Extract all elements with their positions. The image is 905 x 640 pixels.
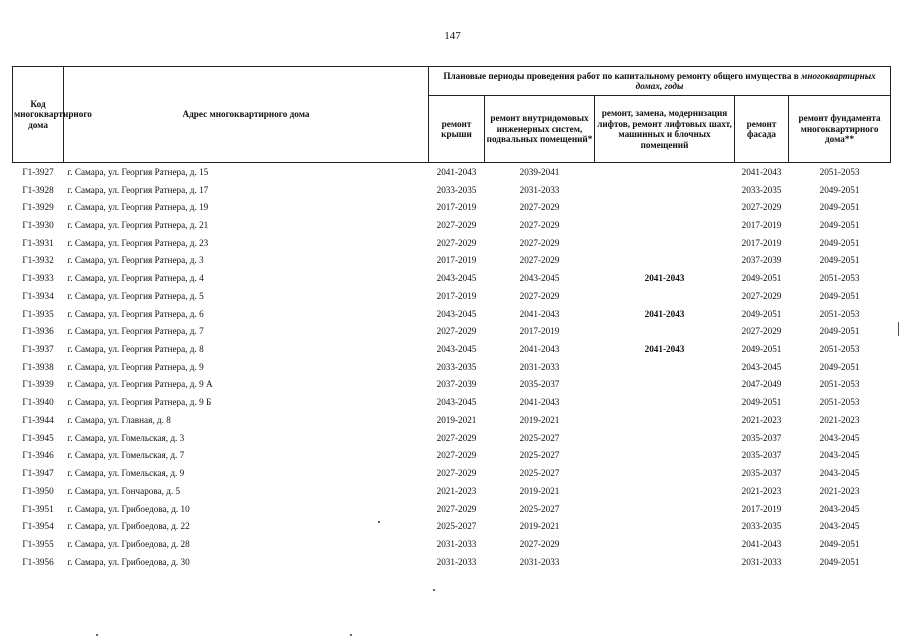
cell-foundation: 2021-2023: [819, 414, 860, 425]
cell-foundation: 2049-2051: [819, 202, 860, 213]
cell-lifts: [595, 376, 735, 394]
header-roof: ремонт крыши: [429, 96, 485, 163]
cell-facade: 2049-2051: [741, 308, 782, 319]
cell-lifts: [595, 517, 735, 535]
table-row: [13, 198, 891, 216]
table-row: [13, 411, 891, 429]
cell-foundation: 2043-2045: [819, 432, 860, 443]
cell-code: Г1-3944: [22, 414, 54, 425]
cell-lifts: [595, 500, 735, 518]
cell-roof: 2043-2045: [436, 397, 477, 408]
cell-roof: 2017-2019: [436, 255, 477, 266]
cell-roof: 2043-2045: [436, 344, 477, 355]
cell-facade: 2021-2023: [741, 485, 782, 496]
cell-foundation: 2043-2045: [819, 450, 860, 461]
cell-foundation: 2051-2053: [819, 379, 860, 390]
table-row: [13, 535, 891, 553]
cell-address: г. Самара, ул. Гончарова, д. 5: [67, 485, 181, 496]
cell-systems: 2025-2027: [519, 468, 560, 479]
cell-code: Г1-3936: [22, 326, 54, 337]
cell-code: Г1-3933: [22, 273, 54, 284]
cell-code: Г1-3934: [22, 290, 54, 301]
table-row: [13, 553, 891, 571]
cell-code: Г1-3929: [22, 202, 54, 213]
cell-facade: 2027-2029: [741, 290, 782, 301]
table-row: [13, 376, 891, 394]
cell-roof: 2027-2029: [436, 326, 477, 337]
cell-systems: 2035-2037: [519, 379, 560, 390]
cell-facade: 2043-2045: [741, 361, 782, 372]
cell-foundation: 2051-2053: [819, 166, 860, 177]
cell-systems: 2019-2021: [519, 485, 560, 496]
cell-systems: 2041-2043: [519, 344, 560, 355]
table-row: [13, 234, 891, 252]
cell-lifts: [595, 198, 735, 216]
header-address: Адрес многоквартирного дома: [64, 67, 429, 163]
table-row: [13, 500, 891, 518]
cell-lifts: [595, 411, 735, 429]
cell-systems: 2027-2029: [519, 220, 560, 231]
cell-lifts: [595, 429, 735, 447]
cell-address: г. Самара, ул. Гомельская, д. 7: [67, 450, 185, 461]
cell-roof: 2033-2035: [436, 361, 477, 372]
cell-address: г. Самара, ул. Георгия Ратнера, д. 19: [67, 202, 209, 213]
header-group-title: [429, 67, 891, 96]
cell-roof: 2017-2019: [436, 202, 477, 213]
cell-code: Г1-3937: [22, 344, 54, 355]
table-row: [13, 163, 891, 181]
cell-roof: 2027-2029: [436, 468, 477, 479]
cell-foundation: 2049-2051: [819, 290, 860, 301]
cell-lifts: [595, 482, 735, 500]
cell-address: г. Самара, ул. Георгия Ратнера, д. 9 Б: [67, 397, 212, 408]
cell-code: Г1-3928: [22, 184, 54, 195]
scan-speck: [378, 521, 380, 523]
cell-facade: 2017-2019: [741, 237, 782, 248]
cell-address: г. Самара, ул. Георгия Ратнера, д. 17: [67, 184, 209, 195]
cell-systems: 2027-2029: [519, 237, 560, 248]
cell-lifts: 2041-2043: [644, 308, 685, 319]
cell-code: Г1-3954: [22, 521, 54, 532]
cell-facade: 2037-2039: [741, 255, 782, 266]
cell-systems: 2027-2029: [519, 538, 560, 549]
cell-code: Г1-3945: [22, 432, 54, 443]
cell-address: г. Самара, ул. Гомельская, д. 9: [67, 468, 185, 479]
scan-edge-mark: [898, 322, 899, 336]
cell-lifts: [595, 553, 735, 571]
cell-roof: 2031-2033: [436, 538, 477, 549]
cell-address: г. Самара, ул. Грибоедова, д. 10: [67, 503, 190, 514]
table-row: [13, 429, 891, 447]
cell-facade: 2041-2043: [741, 166, 782, 177]
cell-code: Г1-3931: [22, 237, 54, 248]
cell-facade: 2049-2051: [741, 273, 782, 284]
cell-code: Г1-3939: [22, 379, 54, 390]
cell-foundation: 2049-2051: [819, 326, 860, 337]
header-group-title-main: Плановые периоды проведения работ по капитальному ремонту общего имущества в: [443, 70, 799, 81]
cell-facade: 2033-2035: [741, 184, 782, 195]
cell-facade: 2033-2035: [741, 521, 782, 532]
cell-systems: 2039-2041: [519, 166, 560, 177]
cell-code: Г1-3938: [22, 361, 54, 372]
cell-facade: 2035-2037: [741, 450, 782, 461]
cell-code: Г1-3927: [22, 166, 54, 177]
cell-roof: 2043-2045: [436, 308, 477, 319]
cell-roof: 2025-2027: [436, 521, 477, 532]
cell-code: Г1-3947: [22, 468, 54, 479]
cell-facade: 2041-2043: [741, 538, 782, 549]
cell-foundation: 2049-2051: [819, 255, 860, 266]
header-systems: ремонт внутридомовых инженерных систем, подвальных помещений*: [485, 96, 595, 163]
cell-facade: 2017-2019: [741, 220, 782, 231]
cell-foundation: 2049-2051: [819, 184, 860, 195]
cell-systems: 2017-2019: [519, 326, 560, 337]
cell-facade: 2035-2037: [741, 468, 782, 479]
cell-facade: 2035-2037: [741, 432, 782, 443]
table-row: [13, 393, 891, 411]
cell-lifts: [595, 163, 735, 181]
cell-address: г. Самара, ул. Георгия Ратнера, д. 3: [67, 255, 204, 266]
cell-facade: 2047-2049: [741, 379, 782, 390]
cell-lifts: [595, 393, 735, 411]
cell-foundation: 2051-2053: [819, 273, 860, 284]
cell-lifts: [595, 358, 735, 376]
cell-systems: 2031-2033: [519, 556, 560, 567]
cell-roof: 2019-2021: [436, 414, 477, 425]
cell-roof: 2017-2019: [436, 290, 477, 301]
cell-address: г. Самара, ул. Георгия Ратнера, д. 4: [67, 273, 204, 284]
header-code: Код многоквартирного дома: [13, 67, 64, 163]
cell-foundation: 2051-2053: [819, 308, 860, 319]
cell-address: г. Самара, ул. Георгия Ратнера, д. 7: [67, 326, 204, 337]
cell-lifts: [595, 216, 735, 234]
cell-facade: 2031-2033: [741, 556, 782, 567]
cell-systems: 2043-2045: [519, 273, 560, 284]
cell-address: г. Самара, ул. Георгия Ратнера, д. 9 А: [67, 379, 213, 390]
cell-foundation: 2043-2045: [819, 468, 860, 479]
cell-facade: 2021-2023: [741, 414, 782, 425]
cell-code: Г1-3946: [22, 450, 54, 461]
cell-foundation: 2049-2051: [819, 237, 860, 248]
cell-lifts: [595, 234, 735, 252]
cell-facade: 2017-2019: [741, 503, 782, 514]
cell-roof: 2041-2043: [436, 166, 477, 177]
cell-roof: 2037-2039: [436, 379, 477, 390]
cell-code: Г1-3950: [22, 485, 54, 496]
cell-foundation: 2043-2045: [819, 503, 860, 514]
page-number: 147: [444, 30, 461, 42]
cell-roof: 2027-2029: [436, 450, 477, 461]
table-row: [13, 305, 891, 323]
table-row: [13, 517, 891, 535]
cell-lifts: [595, 535, 735, 553]
cell-systems: 2031-2033: [519, 361, 560, 372]
cell-systems: 2025-2027: [519, 503, 560, 514]
cell-foundation: 2049-2051: [819, 556, 860, 567]
cell-systems: 2027-2029: [519, 202, 560, 213]
cell-foundation: 2043-2045: [819, 521, 860, 532]
cell-systems: 2025-2027: [519, 450, 560, 461]
cell-address: г. Самара, ул. Грибоедова, д. 28: [67, 538, 190, 549]
cell-code: Г1-3935: [22, 308, 54, 319]
cell-roof: 2027-2029: [436, 432, 477, 443]
scan-speck: [96, 634, 98, 636]
cell-systems: 2025-2027: [519, 432, 560, 443]
table-row: [13, 287, 891, 305]
table-row: [13, 340, 891, 358]
scan-speck: [433, 589, 435, 591]
cell-foundation: 2049-2051: [819, 220, 860, 231]
table-header: [13, 67, 891, 163]
cell-address: г. Самара, ул. Георгия Ратнера, д. 23: [67, 237, 209, 248]
cell-facade: 2027-2029: [741, 202, 782, 213]
cell-foundation: 2051-2053: [819, 397, 860, 408]
cell-address: г. Самара, ул. Главная, д. 8: [67, 414, 171, 425]
cell-code: Г1-3955: [22, 538, 54, 549]
cell-address: г. Самара, ул. Грибоедова, д. 30: [67, 556, 190, 567]
table-row: [13, 447, 891, 465]
cell-facade: 2049-2051: [741, 344, 782, 355]
scan-speck: [350, 634, 352, 636]
cell-address: г. Самара, ул. Георгия Ратнера, д. 9: [67, 361, 204, 372]
cell-lifts: 2041-2043: [644, 273, 685, 284]
cell-code: Г1-3932: [22, 255, 54, 266]
cell-code: Г1-3951: [22, 503, 54, 514]
capital-repair-table: [12, 66, 891, 571]
cell-foundation: 2049-2051: [819, 361, 860, 372]
cell-lifts: [595, 322, 735, 340]
cell-systems: 2041-2043: [519, 397, 560, 408]
table-row: [13, 358, 891, 376]
cell-systems: 2019-2021: [519, 414, 560, 425]
cell-roof: 2033-2035: [436, 184, 477, 195]
cell-address: г. Самара, ул. Георгия Ратнера, д. 21: [67, 220, 209, 231]
cell-roof: 2027-2029: [436, 220, 477, 231]
table-row: [13, 252, 891, 270]
cell-lifts: [595, 287, 735, 305]
cell-roof: 2043-2045: [436, 273, 477, 284]
table-row: [13, 482, 891, 500]
cell-roof: 2021-2023: [436, 485, 477, 496]
cell-roof: 2031-2033: [436, 556, 477, 567]
header-foundation: ремонт фундамента многоквартирного дома**: [789, 96, 891, 163]
cell-code: Г1-3956: [22, 556, 54, 567]
table-row: [13, 322, 891, 340]
cell-foundation: 2021-2023: [819, 485, 860, 496]
cell-foundation: 2051-2053: [819, 344, 860, 355]
cell-facade: 2049-2051: [741, 397, 782, 408]
cell-lifts: [595, 464, 735, 482]
cell-lifts: [595, 447, 735, 465]
cell-address: г. Самара, ул. Георгия Ратнера, д. 5: [67, 290, 204, 301]
cell-address: г. Самара, ул. Гомельская, д. 3: [67, 432, 185, 443]
cell-roof: 2027-2029: [436, 237, 477, 248]
table-row: [13, 269, 891, 287]
cell-systems: 2031-2033: [519, 184, 560, 195]
cell-lifts: [595, 252, 735, 270]
cell-roof: 2027-2029: [436, 503, 477, 514]
header-facade: ремонт фасада: [735, 96, 789, 163]
cell-systems: 2041-2043: [519, 308, 560, 319]
cell-lifts: 2041-2043: [644, 344, 685, 355]
table-body: [13, 163, 891, 571]
cell-code: Г1-3940: [22, 397, 54, 408]
cell-systems: 2019-2021: [519, 521, 560, 532]
cell-systems: 2027-2029: [519, 255, 560, 266]
cell-address: г. Самара, ул. Грибоедова, д. 22: [67, 521, 190, 532]
cell-address: г. Самара, ул. Георгия Ратнера, д. 15: [67, 166, 209, 177]
cell-foundation: 2049-2051: [819, 538, 860, 549]
table-row: [13, 464, 891, 482]
cell-address: г. Самара, ул. Георгия Ратнера, д. 8: [67, 344, 204, 355]
cell-address: г. Самара, ул. Георгия Ратнера, д. 6: [67, 308, 204, 319]
header-lifts: ремонт, замена, модернизация лифтов, ремонт лифтовых шахт, машинных и блочных помещений: [595, 96, 735, 163]
cell-lifts: [595, 181, 735, 199]
header-group-title-italic: многоквартирных домах, годы: [635, 70, 876, 91]
cell-facade: 2027-2029: [741, 326, 782, 337]
cell-systems: 2027-2029: [519, 290, 560, 301]
cell-code: Г1-3930: [22, 220, 54, 231]
table-row: [13, 216, 891, 234]
table-row: [13, 181, 891, 199]
